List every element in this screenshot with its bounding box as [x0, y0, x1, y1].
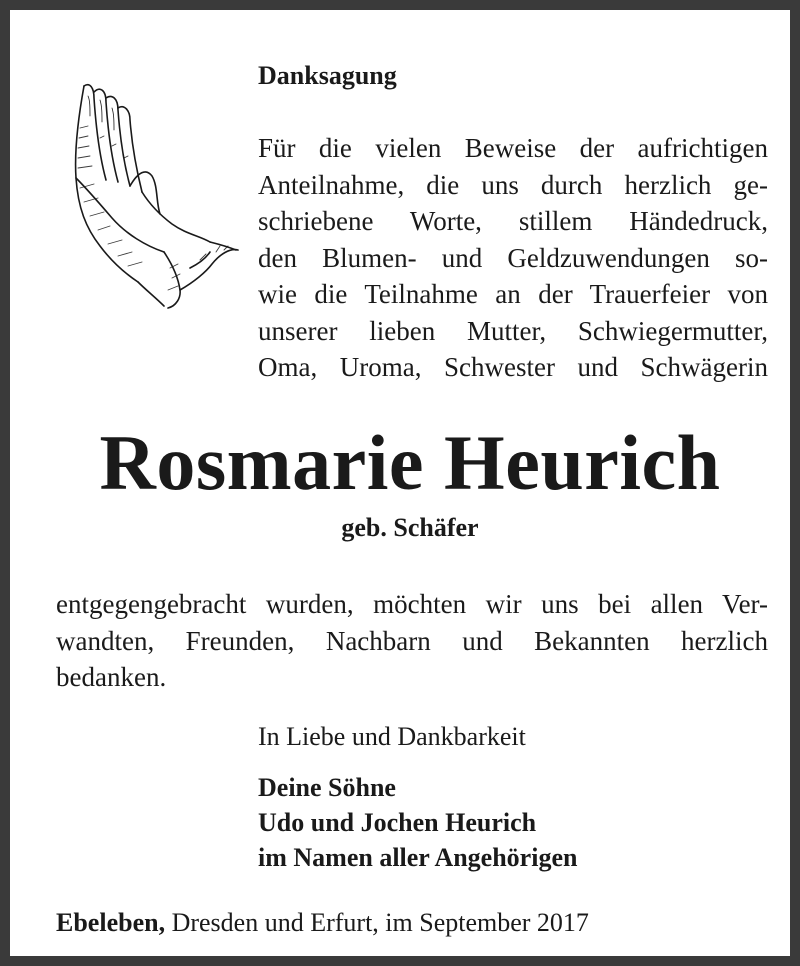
intro-line: Anteilnahme, die uns durch herzlich ge- [258, 169, 768, 200]
deceased-name: Rosmarie Heurich [99, 419, 721, 506]
thanks-line: wandten, Freunden, Nachbarn und Bekannten herzlich [56, 625, 768, 656]
thanks-line: bedanken. [56, 662, 167, 692]
praying-hands-icon [60, 68, 240, 313]
notice-heading: Danksagung [258, 61, 397, 90]
signers-block [258, 770, 577, 875]
thanks-paragraph [56, 586, 768, 696]
intro-line: Für die vielen Beweise der aufrichtigen [258, 133, 768, 163]
intro-line: wie die Teilnahme an der Trauerfeier von [258, 279, 768, 309]
signer-line: Udo und Jochen Heurich [258, 808, 537, 837]
thanks-line: entgegengebracht wurden, möchten wir uns bei allen Ver- [56, 589, 768, 619]
intro-line: Oma, Uroma, Schwester und Schwägerin [258, 352, 768, 382]
closing-phrase: In Liebe und Dankbarkeit [258, 722, 526, 751]
signer-line: im Namen aller Angehörigen [258, 843, 578, 872]
maiden-name: geb. Schäfer [341, 513, 479, 542]
intro-line: den Blumen- und Geldzuwendungen so- [258, 242, 768, 273]
intro-line: schriebene Worte, stillem Händedruck, [258, 206, 768, 236]
place-secondary: Dresden und Erfurt, im September 2017 [165, 908, 589, 937]
place-primary: Ebeleben, [56, 908, 166, 937]
place-date-line [56, 905, 589, 941]
signer-line: Deine Söhne [258, 773, 396, 802]
intro-paragraph [258, 130, 768, 386]
intro-line: unserer lieben Mutter, Schwiegermutter, [258, 315, 768, 346]
